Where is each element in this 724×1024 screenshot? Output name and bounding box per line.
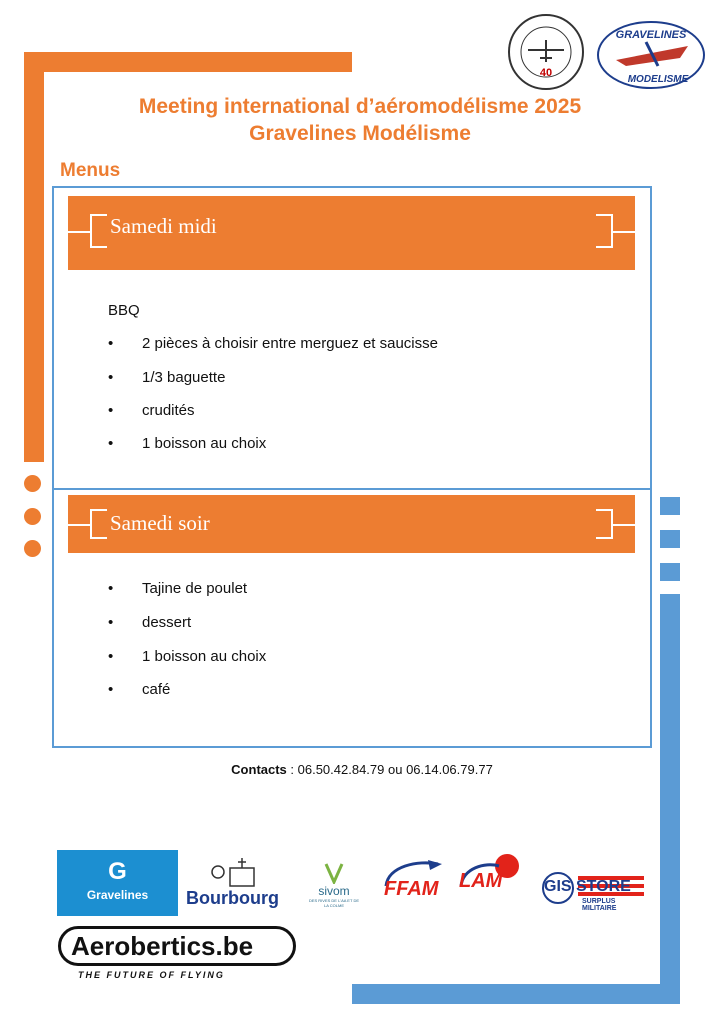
bracket-left — [90, 509, 107, 539]
frame-orange-top — [24, 52, 352, 72]
bracket-right — [596, 214, 613, 248]
bourbourg-logo: Bourbourg — [186, 858, 292, 914]
town-hall-icon — [200, 858, 280, 888]
sivom-leaf-icon — [324, 862, 344, 884]
frame-square — [660, 563, 680, 581]
section-banner-samedi-midi — [68, 196, 635, 270]
contacts-label: Contacts — [231, 762, 287, 777]
title-line-1: Meeting international d’aéromodélisme 2025 — [138, 95, 582, 118]
bracket-left — [90, 214, 107, 248]
menus-heading: Menus — [60, 160, 121, 181]
page-title — [60, 93, 660, 147]
sivom-logo: sivom DES RIVES DE L'AA ET DE LA COLME — [306, 862, 362, 912]
title-line-2: Gravelines Modélisme — [249, 122, 471, 145]
frame-blue-bottom — [352, 984, 680, 1004]
gravelines-logo: G Gravelines — [57, 850, 178, 916]
bullet-icon: • — [108, 435, 114, 452]
frame-dot — [24, 508, 41, 525]
bullet-icon: • — [108, 335, 114, 352]
bullet-icon: • — [108, 369, 114, 386]
bracket-right — [596, 509, 613, 539]
contacts-line — [0, 762, 724, 777]
svg-text:40: 40 — [539, 67, 553, 79]
menu-divider — [52, 488, 652, 490]
aerobertics-logo: Aerobertics.be THE FUTURE OF FLYING — [58, 926, 298, 982]
anniversary-seal-logo — [506, 12, 586, 92]
gravelines-emblem-icon: G — [108, 858, 127, 885]
frame-orange-left — [24, 52, 44, 462]
svg-text:GRAVELINES: GRAVELINES — [615, 29, 687, 41]
lam-logo: LAM — [455, 852, 525, 914]
gravelines-modelisme-club-logo — [596, 20, 706, 90]
frame-square — [660, 497, 680, 515]
bullet-icon: • — [108, 681, 114, 698]
bullet-icon: • — [108, 648, 114, 665]
frame-blue-right — [660, 594, 680, 1004]
frame-dot — [24, 475, 41, 492]
menu-intro: BBQ — [108, 302, 140, 319]
svg-text:MODELISME: MODELISME — [627, 74, 689, 85]
bullet-icon: • — [108, 580, 114, 597]
frame-dot — [24, 540, 41, 557]
frame-square — [660, 530, 680, 548]
section-title: Samedi midi — [110, 214, 217, 238]
bullet-icon: • — [108, 402, 114, 419]
contacts-phones: : 06.50.42.84.79 ou 06.14.06.79.77 — [286, 762, 493, 777]
section-banner-samedi-soir — [68, 495, 635, 553]
section-title: Samedi soir — [110, 511, 210, 535]
gis-store-logo: GIS STORE SURPLUS MILITAIRE — [538, 872, 648, 910]
bullet-icon: • — [108, 614, 114, 631]
ffam-logo: FFAM — [378, 856, 448, 912]
